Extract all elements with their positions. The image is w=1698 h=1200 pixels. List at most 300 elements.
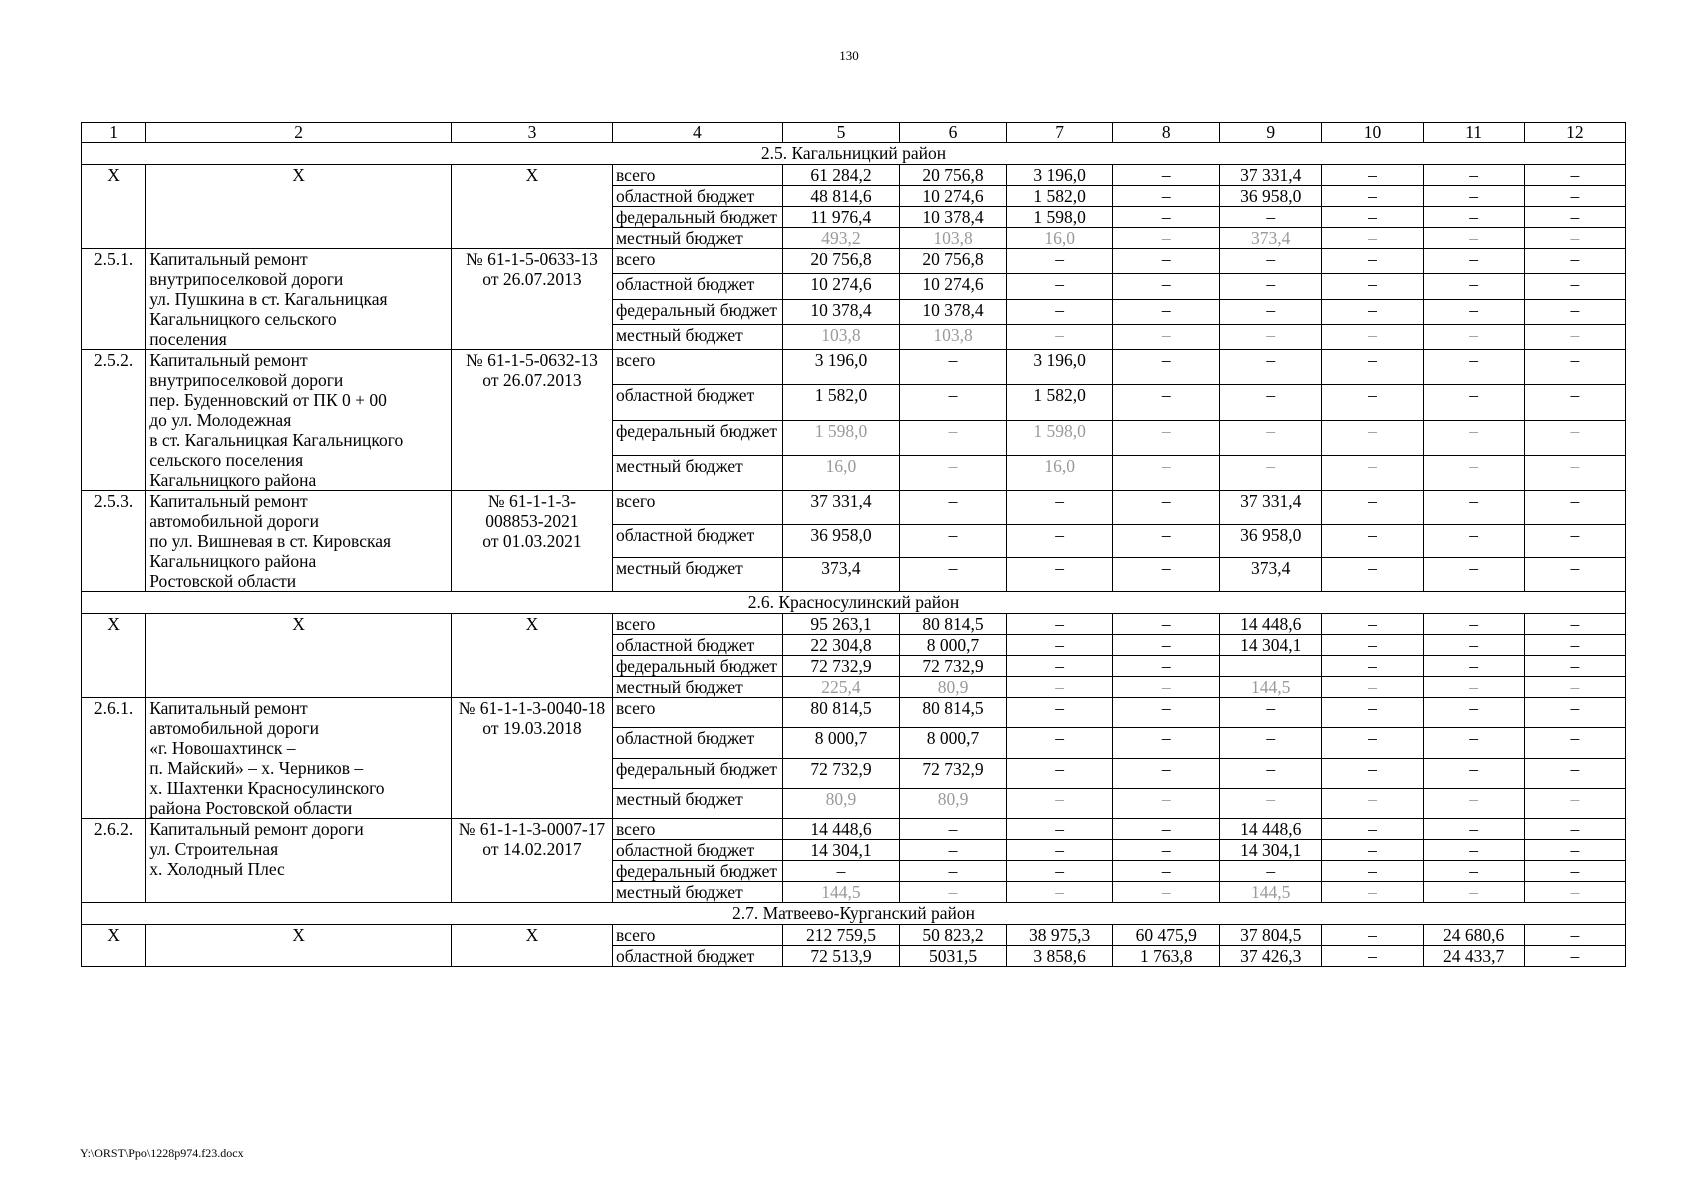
amount-cell: –	[1006, 656, 1113, 677]
amount-cell: –	[1220, 420, 1322, 455]
amount-cell: –	[1322, 614, 1423, 635]
amount-cell: –	[900, 819, 1007, 840]
amount-cell: –	[1524, 420, 1625, 455]
amount-cell: –	[1524, 635, 1625, 656]
amount-cell: –	[1322, 925, 1423, 946]
amount-cell: –	[1113, 324, 1220, 349]
item-name	[146, 165, 452, 249]
amount-cell: –	[1524, 758, 1625, 788]
expertise-document	[451, 249, 612, 350]
amount-cell: –	[1423, 656, 1524, 677]
amount-cell: –	[1322, 207, 1423, 228]
amount-cell: 72 513,9	[782, 946, 900, 967]
document-lines	[455, 165, 609, 185]
amount-cell: –	[1423, 420, 1524, 455]
amount-cell: –	[1524, 350, 1625, 385]
budget-line-row	[82, 614, 1626, 635]
item-name-line: до ул. Молодежная	[149, 410, 292, 430]
amount-cell: –	[1006, 882, 1113, 903]
item-name	[146, 614, 452, 698]
amount-cell: –	[1220, 758, 1322, 788]
budget-line-row	[82, 350, 1626, 385]
amount-cell: –	[900, 491, 1007, 525]
amount-cell: –	[1524, 677, 1625, 698]
item-name-lines	[149, 350, 448, 490]
amount-cell: 5031,5	[900, 946, 1007, 967]
item-number: X	[82, 925, 146, 967]
amount-cell: 10 378,4	[782, 299, 900, 324]
amount-cell: –	[1113, 728, 1220, 758]
document-line: от 26.07.2013	[482, 370, 582, 390]
amount-cell: –	[1322, 698, 1423, 728]
amount-cell: –	[1006, 635, 1113, 656]
amount-cell: –	[1524, 925, 1625, 946]
amount-cell: –	[1322, 728, 1423, 758]
amount-cell: 373,4	[1220, 228, 1322, 249]
amount-cell: –	[1524, 385, 1625, 420]
amount-cell: –	[1423, 635, 1524, 656]
amount-cell: –	[1423, 207, 1524, 228]
amount-cell: 1 598,0	[1006, 420, 1113, 455]
amount-cell: –	[1113, 819, 1220, 840]
column-header: 4	[612, 123, 782, 143]
document-lines	[455, 925, 609, 945]
item-name-line: Кагальницкого сельского	[149, 309, 337, 329]
amount-cell: 14 448,6	[1220, 614, 1322, 635]
amount-cell: 37 331,4	[1220, 491, 1322, 525]
amount-cell: –	[1220, 350, 1322, 385]
amount-cell: –	[1524, 274, 1625, 299]
amount-cell: –	[1113, 861, 1220, 882]
amount-cell: 50 823,2	[900, 925, 1007, 946]
amount-cell: –	[1322, 558, 1423, 592]
amount-cell: –	[1220, 299, 1322, 324]
amount-cell: –	[1220, 455, 1322, 490]
amount-cell: –	[1113, 558, 1220, 592]
section-row	[82, 592, 1626, 614]
budget-line-row	[82, 925, 1626, 946]
amount-cell: 16,0	[782, 455, 900, 490]
budget-line-row	[82, 491, 1626, 525]
amount-cell: –	[1113, 299, 1220, 324]
amount-cell: 144,5	[1220, 882, 1322, 903]
amount-cell: –	[1113, 350, 1220, 385]
document-lines	[455, 819, 609, 859]
item-name-lines	[149, 614, 448, 634]
column-header: 9	[1220, 123, 1322, 143]
funding-source: всего	[612, 249, 782, 274]
item-name-line: X	[292, 614, 305, 634]
amount-cell: –	[1423, 324, 1524, 349]
amount-cell: –	[1220, 249, 1322, 274]
amount-cell: –	[1006, 299, 1113, 324]
amount-cell: –	[900, 350, 1007, 385]
amount-cell: 20 756,8	[900, 249, 1007, 274]
item-name-lines	[149, 698, 448, 818]
amount-cell: 72 732,9	[900, 656, 1007, 677]
document-line: № 61-1-1-3-0040-18	[458, 698, 606, 718]
item-name-line: «г. Новошахтинск –	[149, 738, 296, 758]
amount-cell: –	[1423, 861, 1524, 882]
item-name-line: X	[292, 165, 305, 185]
amount-cell: 80,9	[782, 788, 900, 818]
budget-line-row	[82, 165, 1626, 186]
amount-cell: 36 958,0	[1220, 524, 1322, 558]
document-line: X	[525, 925, 539, 945]
amount-cell: 80 814,5	[782, 698, 900, 728]
amount-cell: –	[1322, 524, 1423, 558]
item-name-line: х. Шахтенки Красносулинского	[149, 778, 385, 798]
amount-cell: –	[1322, 228, 1423, 249]
document-line: от 26.07.2013	[482, 269, 582, 289]
amount-cell: 1 582,0	[1006, 385, 1113, 420]
budget-line-row	[82, 819, 1626, 840]
funding-source: областной бюджет	[612, 385, 782, 420]
amount-cell: 3 858,6	[1006, 946, 1113, 967]
item-name-lines	[149, 491, 448, 591]
amount-cell: –	[1322, 840, 1423, 861]
amount-cell: –	[1524, 861, 1625, 882]
funding-source: всего	[612, 350, 782, 385]
funding-source: федеральный бюджет	[612, 758, 782, 788]
amount-cell: 1 598,0	[1006, 207, 1113, 228]
amount-cell: 16,0	[1006, 455, 1113, 490]
amount-cell: –	[1524, 728, 1625, 758]
document-lines	[455, 249, 609, 289]
item-name-line: Капитальный ремонт дороги	[149, 819, 364, 839]
funding-source: всего	[612, 614, 782, 635]
amount-cell: –	[1423, 788, 1524, 818]
amount-cell: –	[1524, 819, 1625, 840]
amount-cell: 14 304,1	[1220, 635, 1322, 656]
funding-source: федеральный бюджет	[612, 299, 782, 324]
amount-cell: 144,5	[782, 882, 900, 903]
item-name-line: ул. Пушкина в ст. Кагальницкая	[149, 289, 388, 309]
amount-cell: 22 304,8	[782, 635, 900, 656]
amount-cell: –	[1322, 186, 1423, 207]
amount-cell: –	[1322, 882, 1423, 903]
budget-line-row	[82, 698, 1626, 728]
amount-cell: –	[1006, 819, 1113, 840]
amount-cell: –	[1006, 728, 1113, 758]
expertise-document	[451, 819, 612, 903]
funding-source: областной бюджет	[612, 728, 782, 758]
amount-cell: –	[1113, 788, 1220, 818]
column-header: 11	[1423, 123, 1524, 143]
amount-cell: 20 756,8	[782, 249, 900, 274]
amount-cell: 36 958,0	[782, 524, 900, 558]
amount-cell: –	[1423, 249, 1524, 274]
document-line: № 61-1-1-3-	[487, 491, 577, 511]
amount-cell: 10 274,6	[782, 274, 900, 299]
amount-cell: –	[1322, 455, 1423, 490]
amount-cell: –	[1423, 558, 1524, 592]
amount-cell: 72 732,9	[782, 758, 900, 788]
item-name-line: пер. Буденновский от ПК 0 + 00	[149, 390, 387, 410]
amount-cell: 3 196,0	[1006, 350, 1113, 385]
funding-source: областной бюджет	[612, 524, 782, 558]
document-line: № 61-1-5-0633-13	[466, 249, 598, 269]
budget-table	[81, 122, 1626, 967]
amount-cell: –	[1113, 698, 1220, 728]
amount-cell: 11 976,4	[782, 207, 900, 228]
amount-cell: –	[1322, 274, 1423, 299]
amount-cell: 14 304,1	[1220, 840, 1322, 861]
amount-cell: –	[1006, 758, 1113, 788]
amount-cell: –	[1524, 299, 1625, 324]
amount-cell: 14 304,1	[782, 840, 900, 861]
item-number: 2.6.2.	[82, 819, 146, 903]
amount-cell: 36 958,0	[1220, 186, 1322, 207]
amount-cell: 103,8	[900, 324, 1007, 349]
funding-source: федеральный бюджет	[612, 861, 782, 882]
item-number: 2.5.2.	[82, 350, 146, 491]
amount-cell	[1220, 656, 1322, 677]
amount-cell: 61 284,2	[782, 165, 900, 186]
item-name-line: поселения	[149, 329, 227, 349]
amount-cell: 72 732,9	[782, 656, 900, 677]
amount-cell: –	[1524, 882, 1625, 903]
amount-cell: –	[1322, 165, 1423, 186]
amount-cell: 10 274,6	[900, 186, 1007, 207]
item-name-line: Ростовской области	[149, 571, 297, 591]
item-name-line: внутрипоселковой дороги	[149, 370, 344, 390]
amount-cell: –	[1113, 758, 1220, 788]
expertise-document	[451, 350, 612, 491]
funding-source: федеральный бюджет	[612, 420, 782, 455]
amount-cell: –	[1524, 165, 1625, 186]
funding-source: местный бюджет	[612, 455, 782, 490]
amount-cell: –	[1423, 385, 1524, 420]
amount-cell: –	[1113, 385, 1220, 420]
amount-cell: –	[1524, 186, 1625, 207]
amount-cell: –	[1524, 491, 1625, 525]
amount-cell: –	[1423, 677, 1524, 698]
amount-cell: –	[1322, 249, 1423, 274]
amount-cell: –	[1524, 614, 1625, 635]
amount-cell: –	[1006, 249, 1113, 274]
funding-source: местный бюджет	[612, 558, 782, 592]
amount-cell: –	[900, 420, 1007, 455]
funding-source: местный бюджет	[612, 228, 782, 249]
amount-cell: –	[1006, 558, 1113, 592]
budget-line-row	[82, 249, 1626, 274]
section-row	[82, 903, 1626, 925]
amount-cell: –	[1006, 524, 1113, 558]
expertise-document	[451, 614, 612, 698]
amount-cell: –	[1322, 420, 1423, 455]
funding-source: областной бюджет	[612, 274, 782, 299]
amount-cell: –	[1220, 385, 1322, 420]
amount-cell: –	[1524, 946, 1625, 967]
amount-cell: 493,2	[782, 228, 900, 249]
amount-cell: 60 475,9	[1113, 925, 1220, 946]
item-name-line: в ст. Кагальницкая Кагальницкого	[149, 430, 404, 450]
amount-cell: –	[1423, 840, 1524, 861]
amount-cell: –	[1113, 635, 1220, 656]
section-title: 2.6. Красносулинский район	[82, 592, 1626, 614]
amount-cell: –	[1113, 614, 1220, 635]
amount-cell: –	[1423, 819, 1524, 840]
amount-cell: 103,8	[900, 228, 1007, 249]
column-header: 5	[782, 123, 900, 143]
document-line: X	[525, 165, 539, 185]
amount-cell: –	[1220, 207, 1322, 228]
amount-cell: –	[900, 882, 1007, 903]
amount-cell: 1 582,0	[1006, 186, 1113, 207]
item-name	[146, 249, 452, 350]
amount-cell: –	[1524, 840, 1625, 861]
amount-cell: 212 759,5	[782, 925, 900, 946]
amount-cell: –	[1113, 165, 1220, 186]
section-title: 2.7. Матвеево-Курганский район	[82, 903, 1626, 925]
amount-cell: 225,4	[782, 677, 900, 698]
amount-cell: –	[900, 558, 1007, 592]
amount-cell: –	[1524, 698, 1625, 728]
amount-cell: 95 263,1	[782, 614, 900, 635]
amount-cell: 80 814,5	[900, 698, 1007, 728]
amount-cell: –	[1423, 698, 1524, 728]
amount-cell: –	[1113, 420, 1220, 455]
item-number: 2.5.1.	[82, 249, 146, 350]
amount-cell: –	[1006, 788, 1113, 818]
amount-cell: 20 756,8	[900, 165, 1007, 186]
document-line: X	[525, 614, 539, 634]
document-lines	[455, 614, 609, 634]
amount-cell: 8 000,7	[900, 728, 1007, 758]
item-name-line: X	[292, 925, 305, 945]
column-header: 7	[1006, 123, 1113, 143]
item-number: 2.5.3.	[82, 491, 146, 592]
amount-cell: 1 598,0	[782, 420, 900, 455]
amount-cell: –	[1113, 656, 1220, 677]
item-name-line: сельского поселения	[149, 450, 304, 470]
item-name-line: Кагальницкого района	[149, 470, 317, 490]
amount-cell: –	[1322, 299, 1423, 324]
amount-cell: –	[1524, 656, 1625, 677]
amount-cell: –	[1524, 455, 1625, 490]
item-name-line: п. Майский» – х. Черников –	[149, 758, 364, 778]
amount-cell: 37 331,4	[782, 491, 900, 525]
amount-cell: –	[900, 524, 1007, 558]
document-line: от 19.03.2018	[482, 718, 582, 738]
amount-cell: –	[1423, 614, 1524, 635]
item-name-lines	[149, 249, 448, 349]
amount-cell: –	[1113, 186, 1220, 207]
amount-cell: –	[1006, 491, 1113, 525]
item-name-lines	[149, 925, 448, 945]
item-name-line: х. Холодный Плес	[149, 859, 285, 879]
item-name	[146, 698, 452, 819]
amount-cell: –	[1423, 350, 1524, 385]
amount-cell: –	[1423, 455, 1524, 490]
amount-cell: –	[1423, 274, 1524, 299]
amount-cell: –	[1113, 274, 1220, 299]
amount-cell: –	[1524, 324, 1625, 349]
document-lines	[455, 698, 609, 738]
item-number: X	[82, 614, 146, 698]
document-line: 008853-2021	[485, 511, 579, 531]
amount-cell: –	[1006, 324, 1113, 349]
funding-source: областной бюджет	[612, 946, 782, 967]
amount-cell: 80,9	[900, 677, 1007, 698]
amount-cell: –	[1423, 524, 1524, 558]
item-name-line: Капитальный ремонт	[149, 350, 308, 370]
amount-cell: 8 000,7	[900, 635, 1007, 656]
amount-cell: –	[1322, 788, 1423, 818]
amount-cell: –	[1524, 207, 1625, 228]
amount-cell: –	[1220, 274, 1322, 299]
column-header: 3	[451, 123, 612, 143]
amount-cell: –	[1113, 455, 1220, 490]
amount-cell: –	[1524, 788, 1625, 818]
expertise-document	[451, 698, 612, 819]
funding-source: всего	[612, 698, 782, 728]
amount-cell: 14 448,6	[782, 819, 900, 840]
amount-cell: –	[1006, 677, 1113, 698]
funding-source: областной бюджет	[612, 186, 782, 207]
amount-cell: –	[1524, 249, 1625, 274]
amount-cell: 38 975,3	[1006, 925, 1113, 946]
amount-cell: –	[1006, 840, 1113, 861]
amount-cell: –	[1006, 274, 1113, 299]
amount-cell: –	[1524, 524, 1625, 558]
amount-cell: 3 196,0	[1006, 165, 1113, 186]
amount-cell: –	[900, 861, 1007, 882]
item-name	[146, 491, 452, 592]
amount-cell: 72 732,9	[900, 758, 1007, 788]
amount-cell: –	[1322, 819, 1423, 840]
amount-cell: 80,9	[900, 788, 1007, 818]
table-body	[82, 123, 1626, 967]
amount-cell: 37 426,3	[1220, 946, 1322, 967]
amount-cell: –	[1113, 840, 1220, 861]
expertise-document	[451, 165, 612, 249]
amount-cell: –	[1423, 491, 1524, 525]
amount-cell: –	[1113, 228, 1220, 249]
amount-cell: –	[900, 840, 1007, 861]
item-name-line: Кагальницкого района	[149, 551, 317, 571]
amount-cell: –	[1322, 350, 1423, 385]
amount-cell: 3 196,0	[782, 350, 900, 385]
document-line: № 61-1-5-0632-13	[466, 350, 598, 370]
amount-cell: –	[1423, 299, 1524, 324]
item-name-line: Капитальный ремонт	[149, 249, 308, 269]
document-lines	[455, 350, 609, 390]
amount-cell: –	[1423, 228, 1524, 249]
funding-source: областной бюджет	[612, 635, 782, 656]
amount-cell: –	[1322, 946, 1423, 967]
amount-cell: –	[1322, 491, 1423, 525]
column-header: 6	[900, 123, 1007, 143]
amount-cell: 373,4	[1220, 558, 1322, 592]
amount-cell: 80 814,5	[900, 614, 1007, 635]
funding-source: областной бюджет	[612, 840, 782, 861]
amount-cell: –	[1322, 656, 1423, 677]
amount-cell: 103,8	[782, 324, 900, 349]
amount-cell: –	[1423, 882, 1524, 903]
amount-cell: 10 378,4	[900, 207, 1007, 228]
item-name-lines	[149, 819, 448, 879]
amount-cell: –	[1423, 165, 1524, 186]
item-number: 2.6.1.	[82, 698, 146, 819]
amount-cell: 10 274,6	[900, 274, 1007, 299]
column-header: 1	[82, 123, 146, 143]
item-name-line: Капитальный ремонт	[149, 491, 308, 511]
amount-cell: 37 331,4	[1220, 165, 1322, 186]
amount-cell: 10 378,4	[900, 299, 1007, 324]
amount-cell: –	[900, 455, 1007, 490]
